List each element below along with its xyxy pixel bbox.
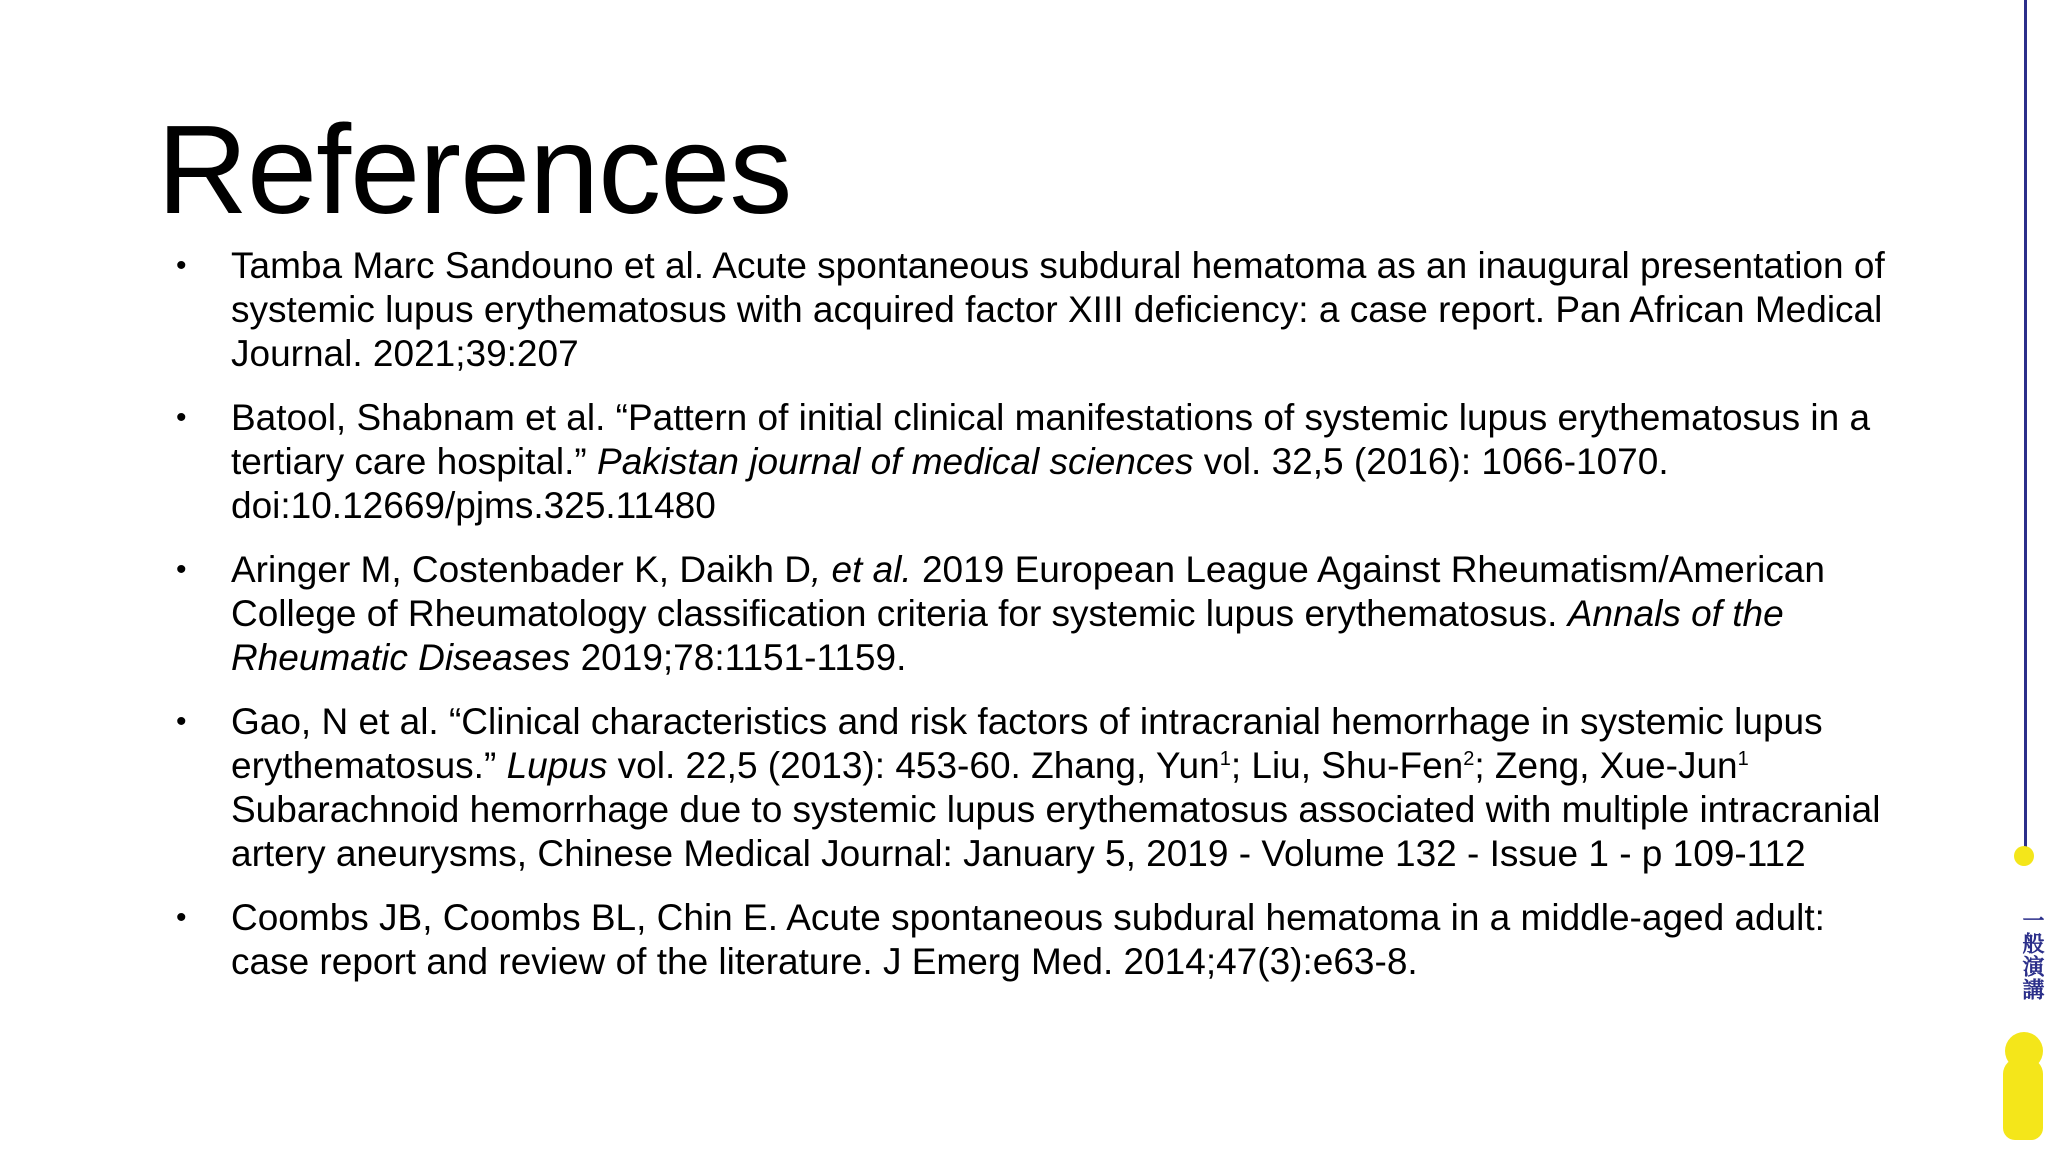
reference-text: Batool, Shabnam et al. “Pattern of initial clinical manifestations of systemic lupus erythematosus in a tertiary care hospital.” xyxy=(231,397,1871,482)
reference-text: vol. 22,5 (2013): 453-60. Zhang, Yun xyxy=(607,745,1220,786)
reference-text: ; Liu, Shu-Fen xyxy=(1230,745,1464,786)
reference-text: Coombs JB, Coombs BL, Chin E. Acute spontaneous subdural hematoma in a middle-aged adult: case report and review of the literature. J Emerg Med. 2014;47(3):e63-8. xyxy=(231,897,1825,982)
reference-text: 2019;78:1151-1159. xyxy=(570,637,907,678)
bullet: • xyxy=(176,553,187,586)
person-figure-body-icon xyxy=(2003,1058,2043,1140)
reference-text: ; Zeng, Xue-Jun xyxy=(1474,745,1738,786)
bullet: • xyxy=(176,705,187,738)
reference-item-3 xyxy=(170,548,1900,680)
reference-text: 2019 European League Against Rheumatism/American College of Rheumatology classification criteria for systemic lupus erythematosus. xyxy=(231,549,1825,634)
slide-title: References xyxy=(157,99,792,240)
sidebar-dot-icon xyxy=(2014,846,2034,866)
affiliation-superscript: 1 xyxy=(1219,748,1231,770)
reference-text: Aringer M, Costenbader K, Daikh D xyxy=(231,549,811,590)
sidebar-vertical-line xyxy=(2024,0,2027,850)
bullet: • xyxy=(176,401,187,434)
affiliation-superscript: 1 xyxy=(1737,748,1749,770)
journal-name: Annals of the Rheumatic Diseases xyxy=(231,593,1784,678)
reference-text: Tamba Marc Sandouno et al. Acute spontaneous subdural hematoma as an inaugural presentation of systemic lupus erythematosus with acquired factor XIII deficiency: a case report. Pan African Medical Journal. 2021;39:207 xyxy=(231,245,1885,374)
reference-item-4 xyxy=(170,700,1900,876)
bullet: • xyxy=(176,249,187,282)
et-al: , et al. xyxy=(810,549,912,590)
reference-item-1 xyxy=(170,244,1900,376)
reference-text: vol. 32,5 (2016): 1066-1070. doi:10.12669/pjms.325.11480 xyxy=(231,441,1669,526)
reference-text: Gao, N et al. “Clinical characteristics and risk factors of intracranial hemorrhage in systemic lupus erythematosus.” xyxy=(231,701,1823,786)
sidebar-label: 一般演講 xyxy=(2019,909,2044,1001)
reference-text: Subarachnoid hemorrhage due to systemic lupus erythematosus associated with multiple intracranial artery aneurysms, Chinese Medical Journal: January 5, 2019 - Volume 132 - Issue 1 - p 109-112 xyxy=(231,789,1881,874)
reference-item-2 xyxy=(170,396,1900,528)
journal-name: Pakistan journal of medical sciences xyxy=(597,441,1194,482)
reference-list xyxy=(170,244,1900,1004)
bullet: • xyxy=(176,901,187,934)
reference-item-5 xyxy=(170,896,1900,984)
affiliation-superscript: 2 xyxy=(1463,748,1475,770)
journal-name: Lupus xyxy=(506,745,608,786)
